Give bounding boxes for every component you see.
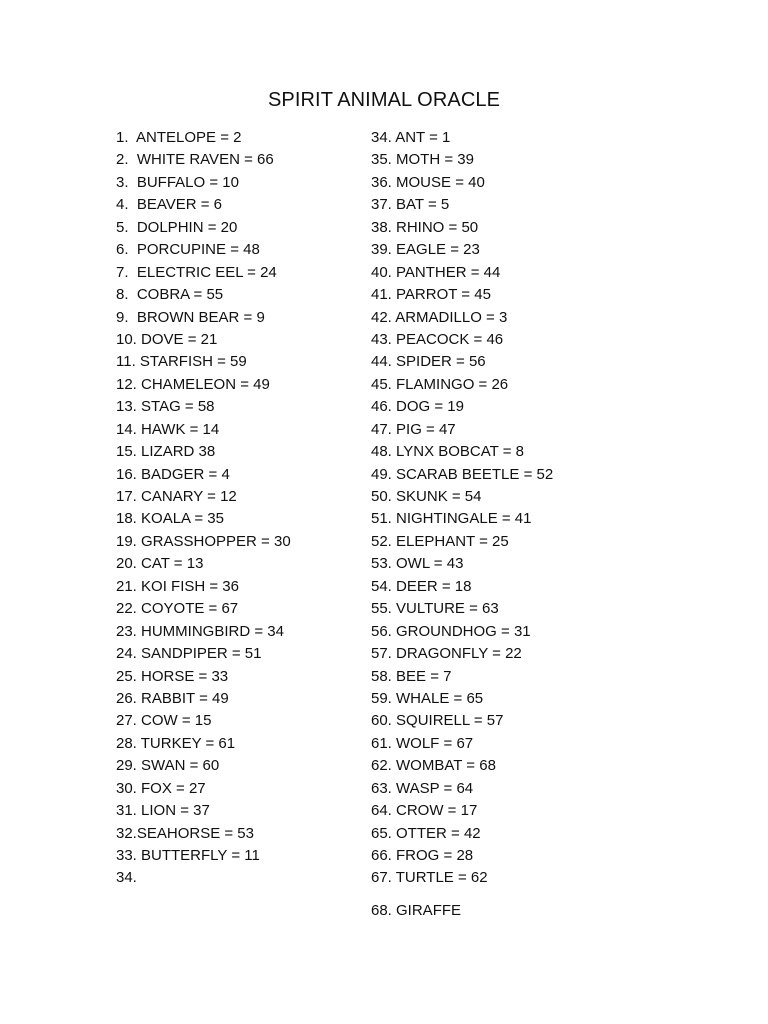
list-item: 43. PEACOCK = 46 xyxy=(371,330,504,348)
left-column-list xyxy=(116,127,291,890)
list-item: 60. SQUIRELL = 57 xyxy=(371,712,504,730)
list-item: 29. SWAN = 60 xyxy=(116,757,220,775)
list-item: 34. xyxy=(116,869,137,887)
list-item: 55. VULTURE = 63 xyxy=(371,600,499,618)
list-item: 68. GIRAFFE xyxy=(371,901,462,919)
list-item: 11. STARFISH = 59 xyxy=(116,353,247,371)
list-item: 40. PANTHER = 44 xyxy=(371,263,501,281)
list-item: 7. ELECTRIC EEL = 24 xyxy=(116,263,277,281)
list-item: 26. RABBIT = 49 xyxy=(116,689,229,707)
list-item: 62. WOMBAT = 68 xyxy=(371,757,496,775)
list-item: 4. BEAVER = 6 xyxy=(116,196,223,214)
list-item: 31. LION = 37 xyxy=(116,802,210,820)
list-item: 9. BROWN BEAR = 9 xyxy=(116,308,265,326)
list-item: 54. DEER = 18 xyxy=(371,577,472,595)
list-item: 23. HUMMINGBIRD = 34 xyxy=(116,622,284,640)
list-item: 34. ANT = 1 xyxy=(371,129,451,146)
page-title: SPIRIT ANIMAL ORACLE xyxy=(267,89,501,111)
list-item: 57. DRAGONFLY = 22 xyxy=(371,645,522,663)
list-item: 14. HAWK = 14 xyxy=(116,420,220,438)
list-item: 27. COW = 15 xyxy=(116,712,212,730)
list-item: 42. ARMADILLO = 3 xyxy=(371,308,508,326)
list-item: 66. FROG = 28 xyxy=(371,847,474,864)
list-item: 61. WOLF = 67 xyxy=(371,734,474,752)
list-item: 1. ANTELOPE = 2 xyxy=(116,129,242,146)
list-item: 45. FLAMINGO = 26 xyxy=(371,375,509,393)
list-item: 24. SANDPIPER = 51 xyxy=(116,645,262,663)
list-item: 37. BAT = 5 xyxy=(371,196,450,214)
list-item: 6. PORCUPINE = 48 xyxy=(116,241,260,259)
list-item: 50. SKUNK = 54 xyxy=(371,488,482,505)
list-item: 25. HORSE = 33 xyxy=(116,667,229,685)
list-item: 52. ELEPHANT = 25 xyxy=(371,532,509,550)
list-item: 19. GRASSHOPPER = 30 xyxy=(116,532,291,550)
list-item: 35. MOTH = 39 xyxy=(371,151,474,169)
list-item: 48. LYNX BOBCAT = 8 xyxy=(371,443,524,461)
list-item: 13. STAG = 58 xyxy=(116,398,215,416)
list-item: 8. COBRA = 55 xyxy=(116,286,224,304)
list-item: 32.SEAHORSE = 53 xyxy=(116,824,254,842)
list-item: 49. SCARAB BEETLE = 52 xyxy=(371,465,554,483)
list-item: 21. KOI FISH = 36 xyxy=(116,577,239,595)
list-item: 56. GROUNDHOG = 31 xyxy=(371,622,531,640)
list-item: 2. WHITE RAVEN = 66 xyxy=(116,151,274,169)
list-item: 67. TURTLE = 62 xyxy=(371,869,488,887)
list-item: 15. LIZARD 38 xyxy=(116,443,216,461)
right-column-list xyxy=(371,127,553,922)
list-item: 30. FOX = 27 xyxy=(116,779,206,797)
list-item: 47. PIG = 47 xyxy=(371,420,456,438)
list-item: 51. NIGHTINGALE = 41 xyxy=(371,510,532,528)
list-item: 36. MOUSE = 40 xyxy=(371,173,485,191)
list-item: 58. BEE = 7 xyxy=(371,667,452,685)
list-item: 3. BUFFALO = 10 xyxy=(116,173,239,191)
list-item: 18. KOALA = 35 xyxy=(116,510,224,528)
list-item: 20. CAT = 13 xyxy=(116,555,204,573)
list-item: 39. EAGLE = 23 xyxy=(371,241,480,259)
list-item: 33. BUTTERFLY = 11 xyxy=(116,847,260,864)
list-item: 28. TURKEY = 61 xyxy=(116,734,236,752)
list-item: 38. RHINO = 50 xyxy=(371,218,479,236)
list-item: 22. COYOTE = 67 xyxy=(116,600,239,618)
list-item: 53. OWL = 43 xyxy=(371,555,464,573)
list-item: 46. DOG = 19 xyxy=(371,398,464,416)
list-item: 64. CROW = 17 xyxy=(371,802,478,820)
list-item: 63. WASP = 64 xyxy=(371,779,474,797)
list-item: 41. PARROT = 45 xyxy=(371,286,491,304)
list-item: 5. DOLPHIN = 20 xyxy=(116,218,238,236)
list-item: 16. BADGER = 4 xyxy=(116,465,230,483)
list-item: 17. CANARY = 12 xyxy=(116,488,237,505)
list-item: 65. OTTER = 42 xyxy=(371,824,481,842)
list-item: 12. CHAMELEON = 49 xyxy=(116,375,270,393)
list-item: 59. WHALE = 65 xyxy=(371,689,484,707)
list-item: 10. DOVE = 21 xyxy=(116,330,218,348)
list-item: 44. SPIDER = 56 xyxy=(371,353,486,371)
